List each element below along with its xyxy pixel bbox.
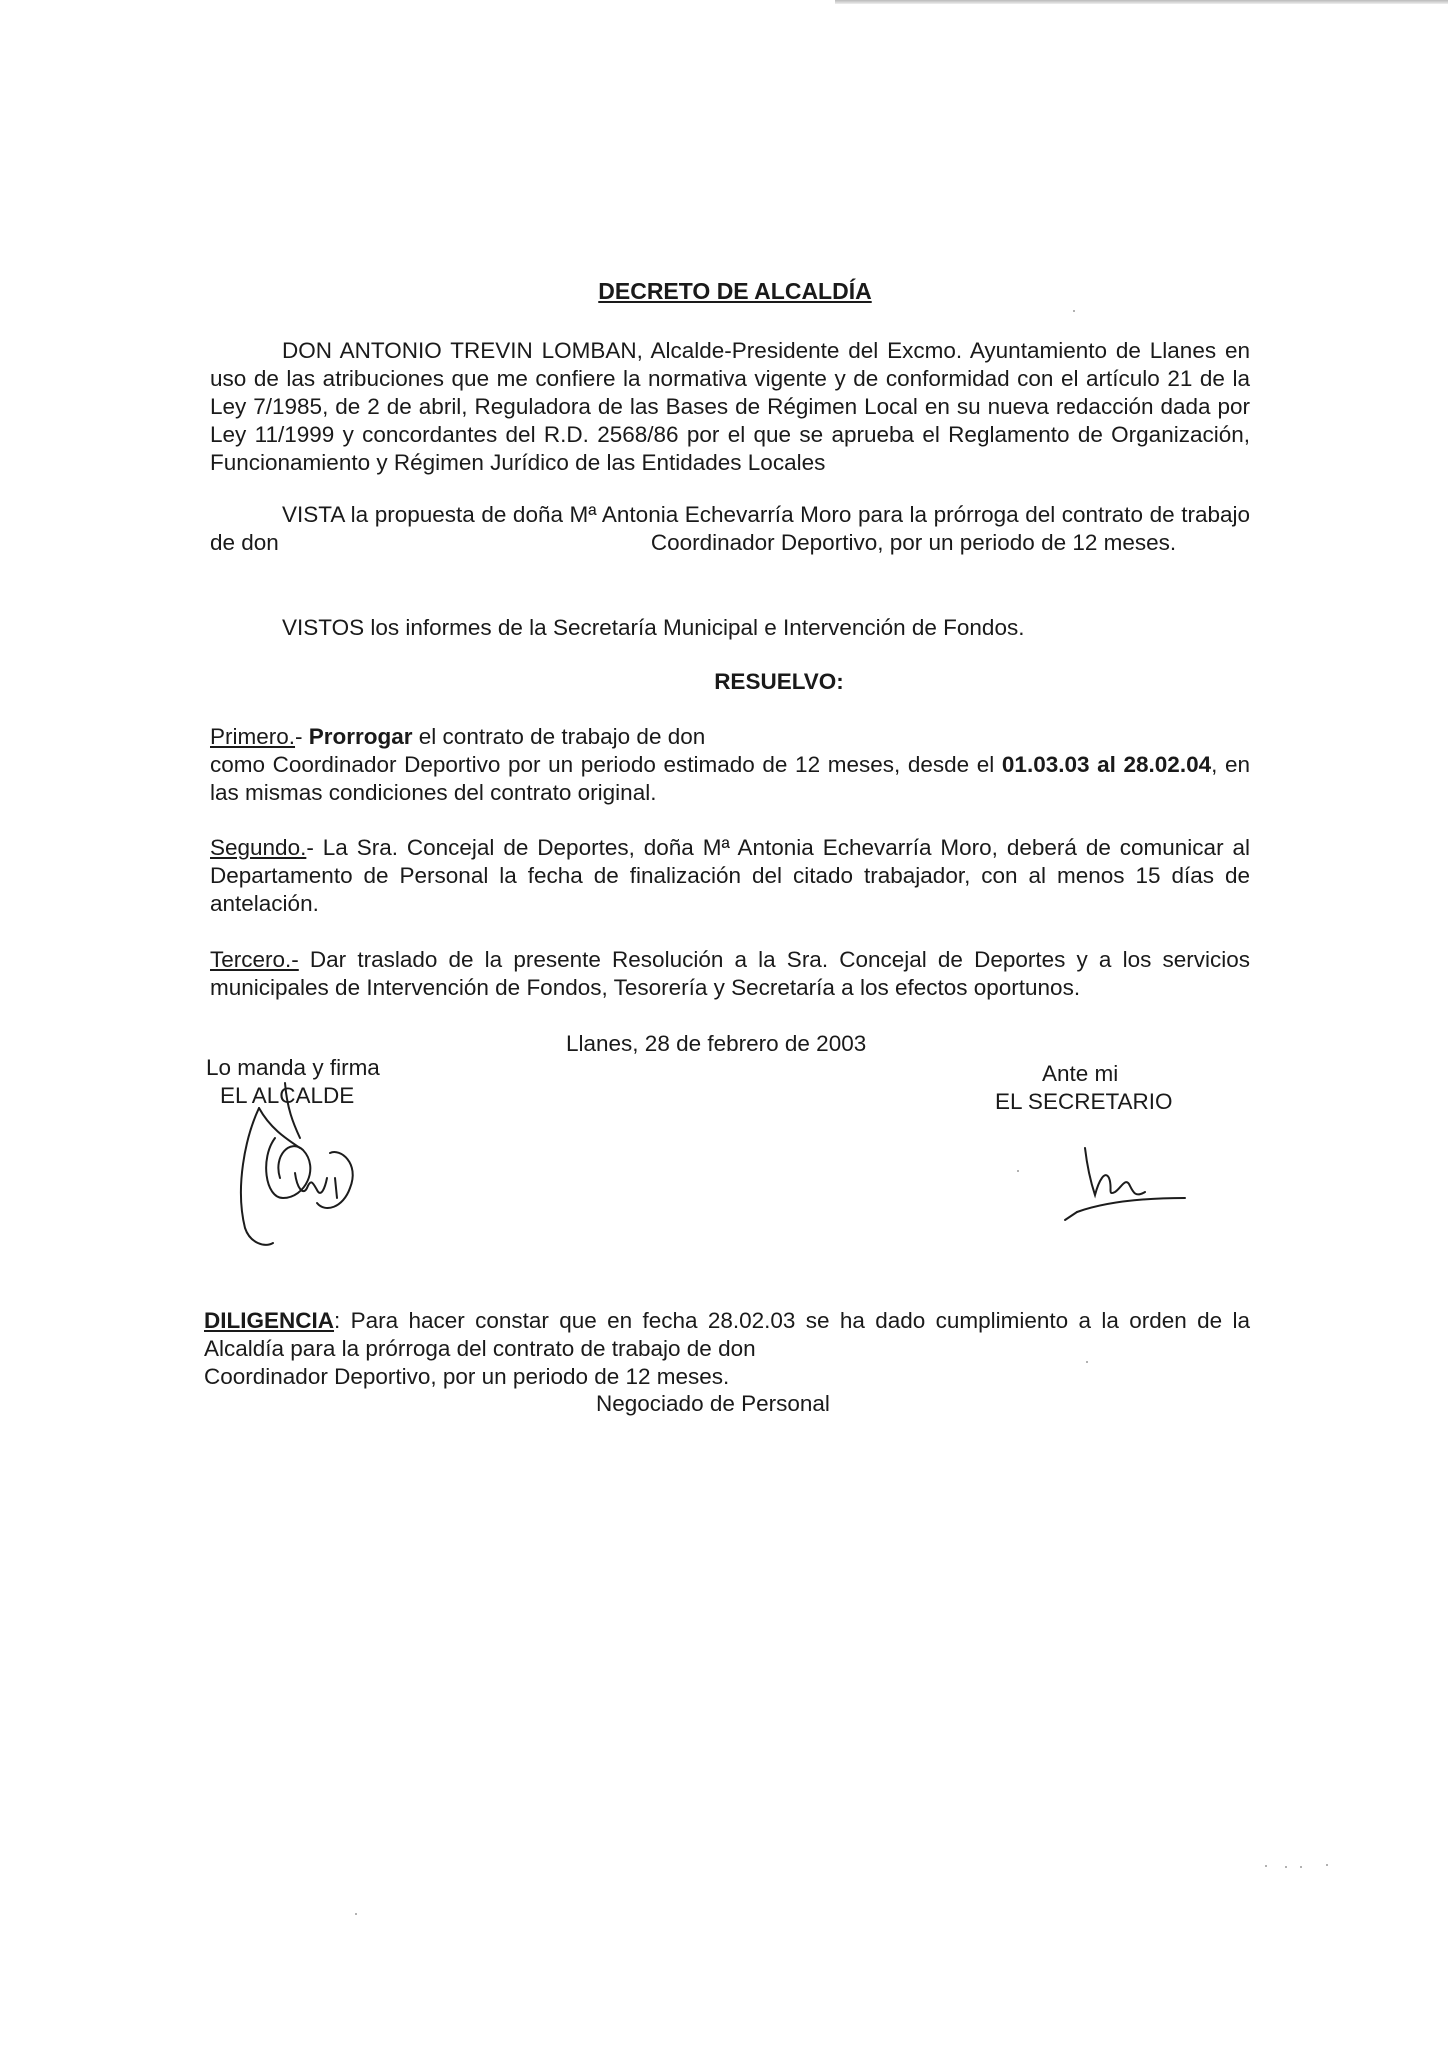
scan-speck [355,1913,357,1915]
office-name: Negociado de Personal [596,1391,830,1416]
resuelvo-heading: RESUELVO: [714,669,844,694]
preamble-paragraph: DON ANTONIO TREVIN LOMBAN, Alcalde-Presidente del Excmo. Ayuntamiento de Llanes en uso de las atribuciones que me confiere la normativa vigente y de conformidad con el artículo 21 de la Ley 7/1985, de 2 de abril, Reguladora de las Bases de Régimen Local en su nueva redacción dada por Ley 11/1999 y concordantes del R.D. 2568/86 por el que se aprueba el Reglamento de Organización, Funcionamiento y Régimen Jurídico de las Entidades Locales [210,338,1250,475]
vistos-paragraph: VISTOS los informes de la Secretaría Municipal e Intervención de Fondos. [282,615,1025,640]
vista-paragraph: VISTA la propuesta de doña Mª Antonia Echevarría Moro para la prórroga del contrato de trabajo de don Coordinador Deportivo, por un periodo de 12 meses. [210,502,1250,555]
left-signature-title: EL ALCALDE [220,1083,355,1108]
document-title: DECRETO DE ALCALDÍA [598,278,872,304]
tercero-label: Tercero.- [210,947,299,972]
scan-edge [835,0,1448,4]
right-signature-caption: Ante mi [1042,1061,1119,1086]
scan-speck [1326,1864,1328,1866]
diligencia-paragraph: DILIGENCIA: Para hacer constar que en fecha 28.02.03 se ha dado cumplimiento a la orden de la Alcaldía para la prórroga del contrato de trabajo de don Coordinador Deportivo, por un periodo de 12 meses. [204,1308,1250,1389]
tercero-paragraph: Tercero.- Dar traslado de la presente Resolución a la Sra. Concejal de Deportes y a los servicios municipales de Intervención de Fondos, Tesorería y Secretaría a los efectos oportunos. [210,947,1250,1000]
diligencia-label: DILIGENCIA [204,1308,335,1333]
scan-speck [1073,310,1075,312]
segundo-label: Segundo. [210,835,307,860]
scan-speck [1265,1865,1267,1867]
mayor-signature [225,1078,395,1258]
left-signature-caption: Lo manda y firma [206,1055,380,1080]
scan-speck [1300,1866,1302,1868]
right-signature-title: EL SECRETARIO [995,1089,1173,1114]
secretary-signature [1055,1140,1195,1230]
primero-label: Primero. [210,724,296,749]
segundo-paragraph: Segundo.- La Sra. Concejal de Deportes, doña Mª Antonia Echevarría Moro, deberá de comunicar al Departamento de Personal la fecha de finalización del citado trabajador, con al menos 15 días de antelación. [210,835,1250,916]
scan-speck [1017,1170,1019,1172]
place-date: Llanes, 28 de febrero de 2003 [566,1031,867,1056]
scan-speck [1285,1866,1287,1868]
scan-speck [1086,1361,1088,1363]
primero-paragraph: Primero.- Prorrogar el contrato de trabajo de don como Coordinador Deportivo por un periodo estimado de 12 meses, desde el 01.03.03 al 28.02.04, en las mismas condiciones del contrato original. [210,724,1251,805]
